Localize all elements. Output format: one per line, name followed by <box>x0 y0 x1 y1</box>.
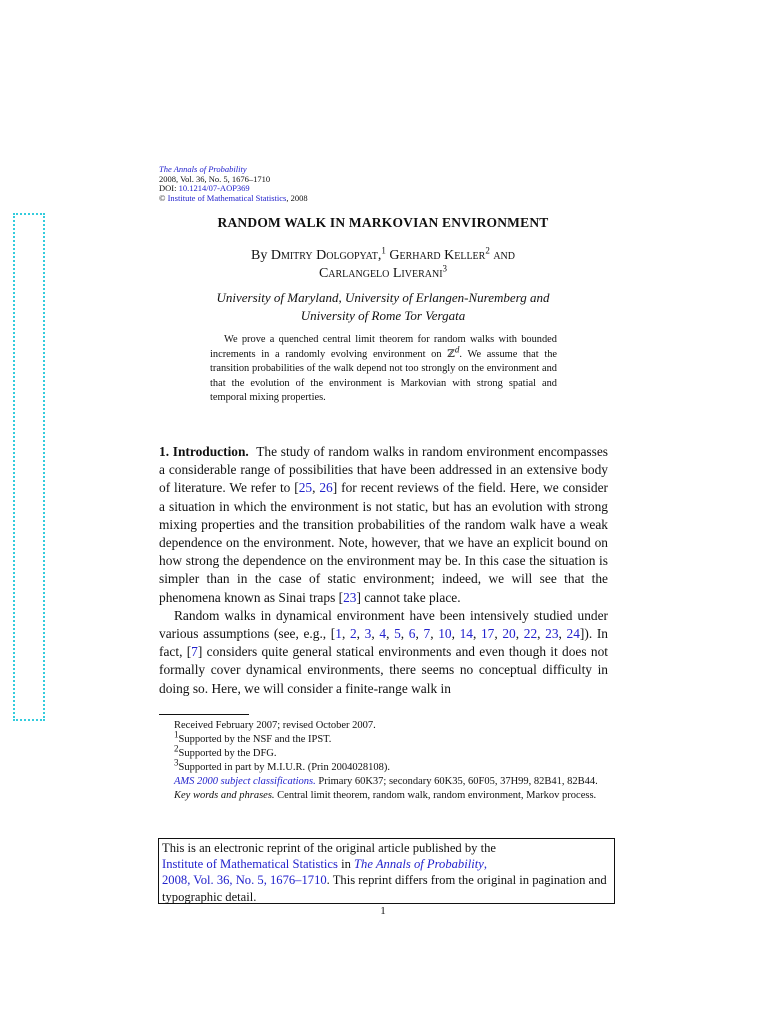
margin-dotted-box <box>13 213 45 721</box>
author-list <box>159 247 607 283</box>
reprint-in: in <box>337 857 355 872</box>
journal-link[interactable]: The Annals of Probability <box>159 164 247 174</box>
footnote-3 <box>159 757 608 775</box>
citation[interactable]: 1 <box>335 626 342 642</box>
citation[interactable]: 17 <box>480 626 495 642</box>
doi-link[interactable]: 10.1214/07-AOP369 <box>178 183 250 193</box>
reprint-comma: , <box>483 857 487 872</box>
keywords-label: Key words and phrases. <box>174 790 275 801</box>
integers-symbol: ℤ <box>447 348 455 360</box>
abstract-text-2: . We assume that the transition probabilities of the walk depend not too strongly on the environment and that the evolution of the environment is Markovian with strong spatial and temporal mixing properties. <box>210 348 558 403</box>
publisher-link[interactable]: Institute of Mathematical Statistics <box>167 192 287 203</box>
author-dolgopyat: Dmitry Dolgopyat, <box>270 248 382 263</box>
citation[interactable]: 24 <box>566 626 580 642</box>
p2-text-a: Random walks in dynamical environment have been intensively studied under various assumptions (see, e.g., [ <box>159 607 608 642</box>
citation[interactable]: 10 <box>438 626 452 642</box>
footnote-number: 3 <box>174 757 179 768</box>
paragraph-2: Random walks in dynamical environment have been intensively studied under various assumptions (see, e.g., [1, 2, 3, 4, 5, 6, 7, 10, 14, 17, 20, 22, 23, 24]). In fact, [7] considers quite general statical environments and even though it does not formally cover dynamical environments, there seems no conceptual difficulty in doing so. Here, we will consider a finite-range walk in <box>159 607 608 696</box>
citation[interactable]: 4 <box>379 626 387 642</box>
keywords-text: Central limit theorem, random walk, random environment, Markov process. <box>274 790 597 801</box>
footnote-mark-1: 1 <box>381 245 386 256</box>
citation[interactable]: 3 <box>364 626 372 642</box>
copyright-icon: © <box>159 192 166 203</box>
volume-link[interactable]: 2008, Vol. 36, No. 5, 1676–1710 <box>162 873 327 888</box>
citation-23[interactable]: 23 <box>343 589 357 605</box>
citation[interactable]: 6 <box>408 626 416 642</box>
footnote-number: 1 <box>174 729 179 740</box>
and-label: and <box>493 248 515 263</box>
p1-text-a: The study of random walks in random environment encompasses a considerable range of possibilities that have been addressed in an extensive body of literature. We refer to [ <box>159 444 608 496</box>
by-label: By <box>250 248 268 263</box>
ims-link[interactable]: Institute of Mathematical Statistics <box>162 857 338 872</box>
footnote-2 <box>159 743 608 761</box>
affiliation-line-2: University of Rome Tor Vergata <box>300 308 466 323</box>
p2-text-c: ] considers quite general statical environments and even though it does not formally cover dynamical environments, there seems no conceptual difficulty in doing so. Here, we will consider a finite-range walk in <box>159 644 608 696</box>
citation[interactable]: 14 <box>459 626 473 642</box>
received-date: Received February 2007; revised October 2007. <box>174 720 376 731</box>
doi-label: DOI: <box>159 183 179 193</box>
citation[interactable]: 2 <box>349 626 357 642</box>
citation[interactable]: 5 <box>394 626 401 642</box>
abstract-text-1: We prove a quenched central limit theorem for random walks with bounded increments in a randomly evolving environment on <box>210 334 557 360</box>
affiliation-line-1: University of Maryland, University of Erlangen-Nuremberg and <box>216 290 550 305</box>
citation-7[interactable]: 7 <box>191 644 198 660</box>
ams-codes: Primary 60K37; secondary 60K35, 60F05, 37H99, 82B41, 82B44. <box>315 776 598 787</box>
footnote-text: Supported by the DFG. <box>178 748 277 759</box>
footnote-text: Supported by the NSF and the IPST. <box>178 734 332 745</box>
body-text <box>159 443 608 698</box>
footnote-1 <box>159 729 608 747</box>
footnote-text: Supported in part by M.I.U.R. (Prin 2004028108). <box>178 762 390 773</box>
citation[interactable]: 7 <box>423 626 431 642</box>
affiliations <box>159 289 607 325</box>
citation-25[interactable]: 25 <box>298 480 313 496</box>
section-heading: 1. Introduction. <box>159 444 249 459</box>
footnote-mark-2: 2 <box>485 245 490 256</box>
author-keller: Gerhard Keller <box>389 248 486 263</box>
journal-link-reprint[interactable]: The Annals of Probability <box>354 857 484 872</box>
keywords <box>159 789 608 803</box>
citation-26[interactable]: 26 <box>319 480 333 496</box>
author-liverani: Carlangelo Liverani <box>318 266 443 281</box>
paragraph-1: 1. Introduction. The study of random walks in random environment encompasses a considerable range of possibilities that have been addressed in an extensive body of literature. We refer to [25, 26] for recent reviews of the field. Here, we consider a situation in which the environment is not static, but has an evolution with strong mixing properties and the transition probabilities of the random walk have a weak dependence on the environment. Note, however, that we have an explicit bound on how strong the dependence on the environment may be. In this case the situation is simpler than in the case of static environment; indeed, we will see that the phenomena known as Sinai traps [23] cannot take place. <box>159 444 608 605</box>
footnote-mark-3: 3 <box>442 263 448 274</box>
p1-text-c: ] cannot take place. <box>356 589 461 605</box>
citation[interactable]: 20 <box>502 626 516 642</box>
p1-text-b: ] for recent reviews of the field. Here, we consider a situation in which the environment is not static, but has an evolution with strong mixing properties and the transition probabilities of the random walk have a weak dependence on the environment. Note, however, that we have an explicit bound on how strong the dependence on the environment may be. In this case the situation is simpler than in the case of static environment; indeed, we will see that the phenomena known as Sinai traps [ <box>159 480 608 605</box>
footnote-number: 2 <box>174 743 179 754</box>
volume-line: 2008, Vol. 36, No. 5, 1676–1710 <box>159 173 271 184</box>
p2-text-b: ]). In fact, [ <box>159 626 608 660</box>
journal-header <box>159 165 308 203</box>
citation[interactable]: 22 <box>523 626 538 642</box>
footnotes <box>159 719 608 803</box>
ams-link[interactable]: AMS 2000 subject classifications. <box>174 776 316 787</box>
reprint-notice-box <box>158 838 615 904</box>
reprint-text-rest: . This reprint differs from the original in pagination and typographic detail. <box>162 873 607 904</box>
paper-title: RANDOM WALK IN MARKOVIAN ENVIRONMENT <box>217 215 549 230</box>
ams-classification <box>159 775 608 789</box>
dimension-exponent: d <box>454 344 460 355</box>
page-number: 1 <box>380 905 386 917</box>
reprint-text-1: This is an electronic reprint of the original article published by the <box>162 841 496 855</box>
citation[interactable]: 23 <box>545 626 559 642</box>
abstract <box>210 333 557 406</box>
footnote-rule <box>159 714 249 715</box>
copyright-year: , 2008 <box>286 192 308 203</box>
